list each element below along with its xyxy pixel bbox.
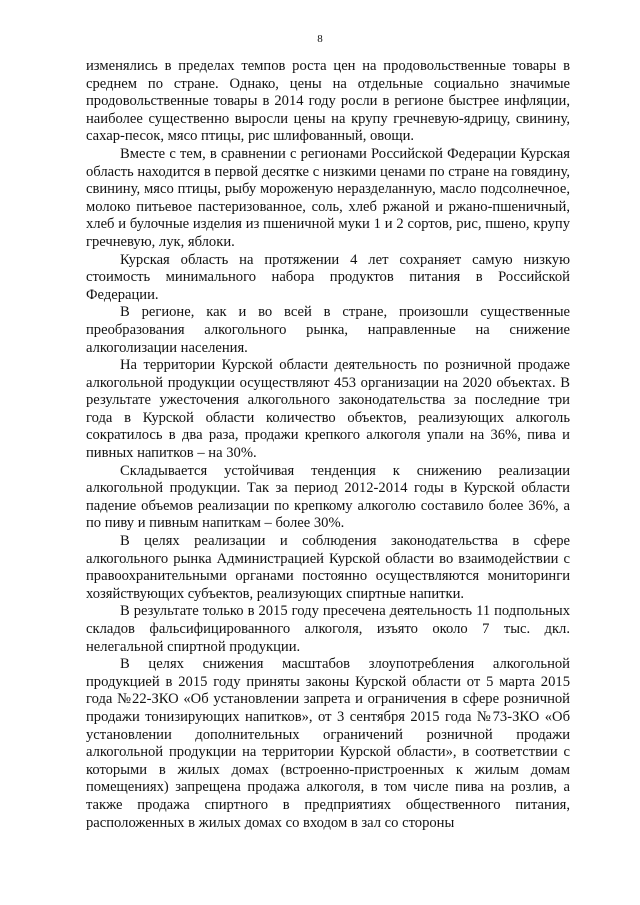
paragraph-8: В результате только в 2015 году пресечена деятельность 11 подпольных складов фальсифицированного алкоголя, изъято около 7 тыс. дкл. нелегальной спиртной продукции. (86, 603, 570, 655)
page-number: 8 (317, 33, 323, 45)
paragraph-1: изменялись в пределах темпов роста цен на продовольственные товары в среднем по стране. Однако, цены на отдельные социально значимые продовольственные товары в 2014 году росли в регионе быстрее инфляции, наиболее существенно выросли цены на крупу гречневую-ядрицу, свинину, сахар-песок, мясо птицы, рис шлифованный, овощи. (86, 58, 570, 145)
paragraph-9: В целях снижения масштабов злоупотребления алкогольной продукцией в 2015 году приняты законы Курской области от 5 марта 2015 года №22-ЗКО «Об установлении запрета и ограничения в сфере розничной продажи тонизирующих напитков», от 3 сентября 2015 года №73-ЗКО «Об установлении дополнительных ограничений розничной продажи алкогольной продукции на территории Курской области», в соответствии с которыми в жилых домах (встроенно-пристроенных к жилым домам помещениях) запрещена продажа алкоголя, в том числе пива на розлив, а также продажа спиртного в предприятиях общественного питания, расположенных в жилых домах со входом в зал со стороны (86, 656, 570, 831)
paragraph-6: Складывается устойчивая тенденция к снижению реализации алкогольной продукции. Так за период 2012-2014 годы в Курской области падение объемов реализации по крепкому алкоголю составило более 36%, а по пиву и пивным напиткам – более 30%. (86, 462, 570, 532)
paragraph-5: На территории Курской области деятельность по розничной продаже алкогольной продукции осуществляют 453 организации на 2020 объектах. В результате ужесточения алкогольного законодательства за последние три года в Курской области количество объектов, реализующих алкоголь сократилось в два раза, продажи крепкого алкоголя упали на 36%, пива и пивных напитков – на 30%. (86, 357, 570, 462)
paragraph-2: Вместе с тем, в сравнении с регионами Российской Федерации Курская область находится в первой десятке с низкими ценами по стране на говядину, свинину, мясо птицы, рыбу мороженую неразделанную, масло подсолнечное, молоко питьевое пастеризованное, соль, хлеб ржаной и ржано-пшеничный, хлеб и булочные изделия из пшеничной муки 1 и 2 сортов, рис, пшено, крупу гречневую, лук, яблоки. (86, 145, 570, 250)
paragraph-7: В целях реализации и соблюдения законодательства в сфере алкогольного рынка Администрацией Курской области во взаимодействии с правоохранительными органами постоянно осуществляются мониторинги хозяйствующих субъектов, реализующих спиртные напитки. (86, 533, 570, 602)
paragraph-3: Курская область на протяжении 4 лет сохраняет самую низкую стоимость минимального набора продуктов питания в Российской Федерации. (86, 251, 570, 303)
document-body (86, 58, 570, 832)
paragraph-4: В регионе, как и во всей в стране, произошли существенные преобразования алкогольного рынка, направленные на снижение алкоголизации населения. (86, 304, 570, 356)
